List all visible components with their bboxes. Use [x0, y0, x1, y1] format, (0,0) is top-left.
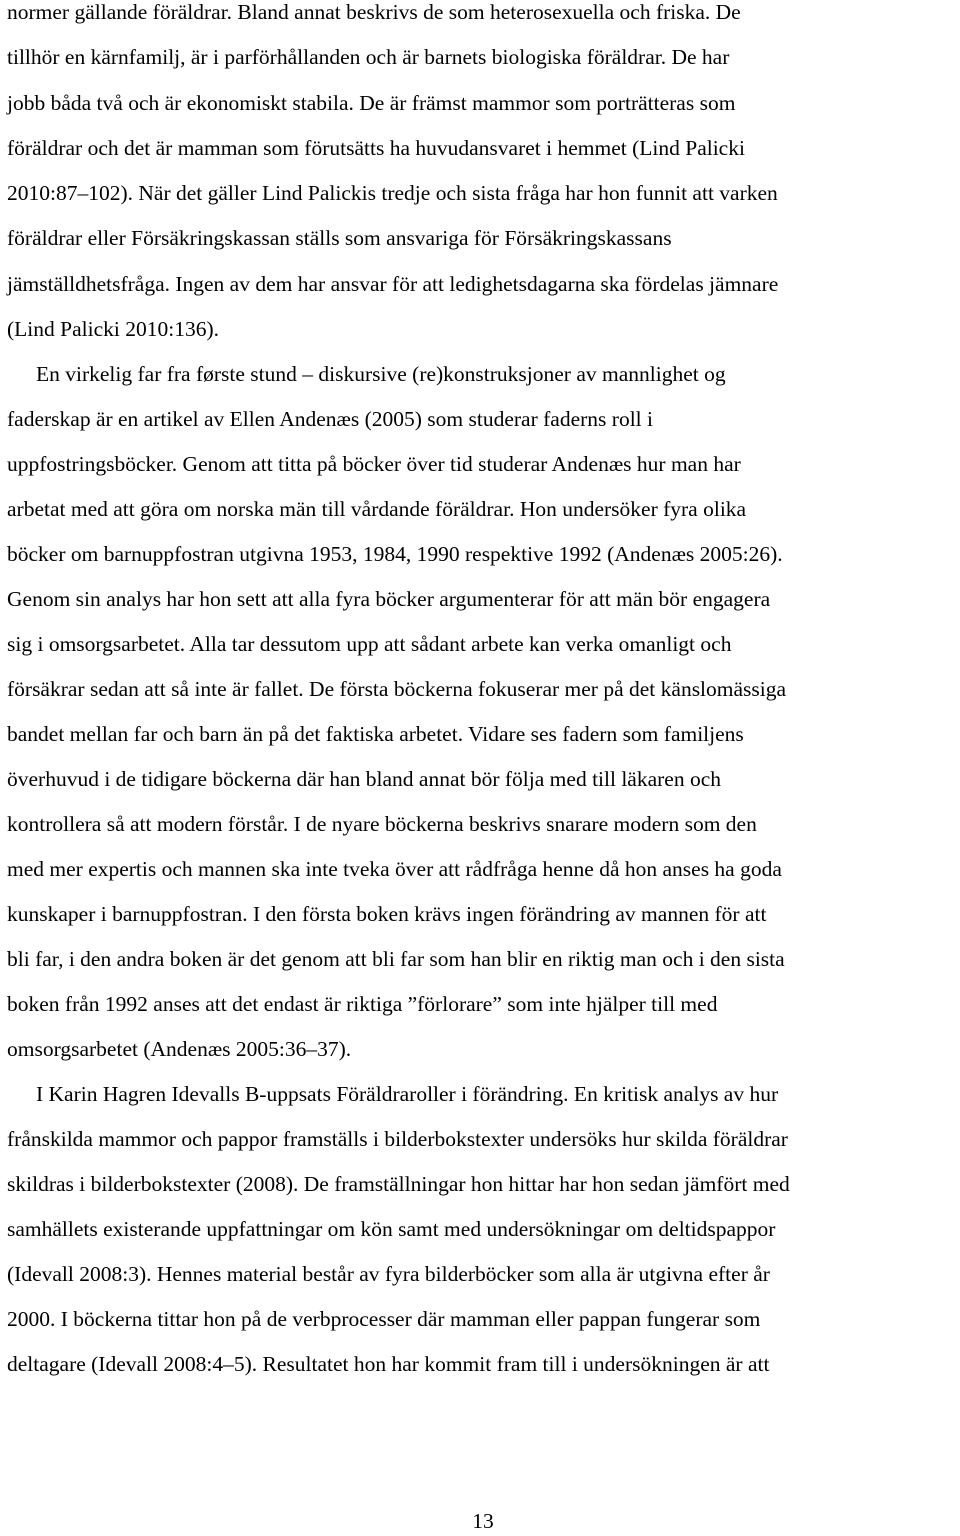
text-line: omsorgsarbetet (Andenæs 2005:36–37).	[7, 1037, 352, 1061]
text-line: sig i omsorgsarbetet. Alla tar dessutom upp att sådant arbete kan verka omanligt och	[7, 632, 732, 656]
text-line: deltagare (Idevall 2008:4–5). Resultatet hon har kommit fram till i undersökningen är att	[7, 1352, 770, 1376]
text-line: 2000. I böckerna tittar hon på de verbprocesser där mamman eller pappan fungerar som	[7, 1307, 761, 1331]
text-line: faderskap är en artikel av Ellen Andenæs (2005) som studerar faderns roll i	[7, 407, 653, 431]
text-line: skildras i bilderbokstexter (2008). De framställningar hon hittar har hon sedan jämfört med	[7, 1172, 790, 1196]
text-line: En virkelig far fra første stund – diskursive (re)konstruksjoner av mannlighet og	[36, 362, 726, 386]
text-line: (Lind Palicki 2010:136).	[7, 317, 219, 341]
text-line: med mer expertis och mannen ska inte tveka över att rådfråga henne då hon anses ha goda	[7, 857, 782, 881]
text-line: 2010:87–102). När det gäller Lind Palickis tredje och sista fråga har hon funnit att varken	[7, 181, 778, 205]
text-line: I Karin Hagren Idevalls B-uppsats Föräldraroller i förändring. En kritisk analys av hur	[36, 1082, 779, 1106]
text-line: bandet mellan far och barn än på det faktiska arbetet. Vidare ses fadern som familjens	[7, 722, 744, 746]
text-line: försäkrar sedan att så inte är fallet. De första böckerna fokuserar mer på det känslomässiga	[7, 677, 787, 701]
text-line: boken från 1992 anses att det endast är riktiga ”förlorare” som inte hjälper till med	[7, 992, 718, 1016]
text-line: föräldrar och det är mamman som förutsätts ha huvudansvaret i hemmet (Lind Palicki	[7, 136, 745, 160]
text-line: kunskaper i barnuppfostran. I den första boken krävs ingen förändring av mannen för att	[7, 902, 767, 926]
text-line: Genom sin analys har hon sett att alla fyra böcker argumenterar för att män bör engagera	[7, 587, 771, 611]
text-line: (Idevall 2008:3). Hennes material består av fyra bilderböcker som alla är utgivna efter år	[7, 1262, 770, 1286]
page-number: 13	[472, 1509, 494, 1533]
text-line: jobb båda två och är ekonomiskt stabila. De är främst mammor som porträtteras som	[7, 91, 736, 115]
text-line: frånskilda mammor och pappor framställs i bilderbokstexter undersöks hur skilda föräldrar	[7, 1127, 788, 1151]
text-line: överhuvud i de tidigare böckerna där han bland annat bör följa med till läkaren och	[7, 767, 722, 791]
text-line: jämställdhetsfråga. Ingen av dem har ansvar för att ledighetsdagarna ska fördelas jämnare	[7, 272, 779, 296]
text-line: normer gällande föräldrar. Bland annat beskrivs de som heterosexuella och friska. De	[7, 0, 741, 24]
text-line: uppfostringsböcker. Genom att titta på böcker över tid studerar Andenæs hur man har	[7, 452, 741, 476]
text-line: samhällets existerande uppfattningar om kön samt med undersökningar om deltidspappor	[7, 1217, 776, 1241]
text-line: tillhör en kärnfamilj, är i parförhållanden och är barnets biologiska föräldrar. De har	[7, 45, 730, 69]
text-line: kontrollera så att modern förstår. I de nyare böckerna beskrivs snarare modern som den	[7, 812, 757, 836]
text-line: föräldrar eller Försäkringskassan ställs som ansvariga för Försäkringskassans	[7, 226, 672, 250]
text-line: bli far, i den andra boken är det genom att bli far som han blir en riktig man och i den sista	[7, 947, 785, 971]
text-line: arbetat med att göra om norska män till vårdande föräldrar. Hon undersöker fyra olika	[7, 497, 747, 521]
text-line: böcker om barnuppfostran utgivna 1953, 1984, 1990 respektive 1992 (Andenæs 2005:26).	[7, 542, 783, 566]
